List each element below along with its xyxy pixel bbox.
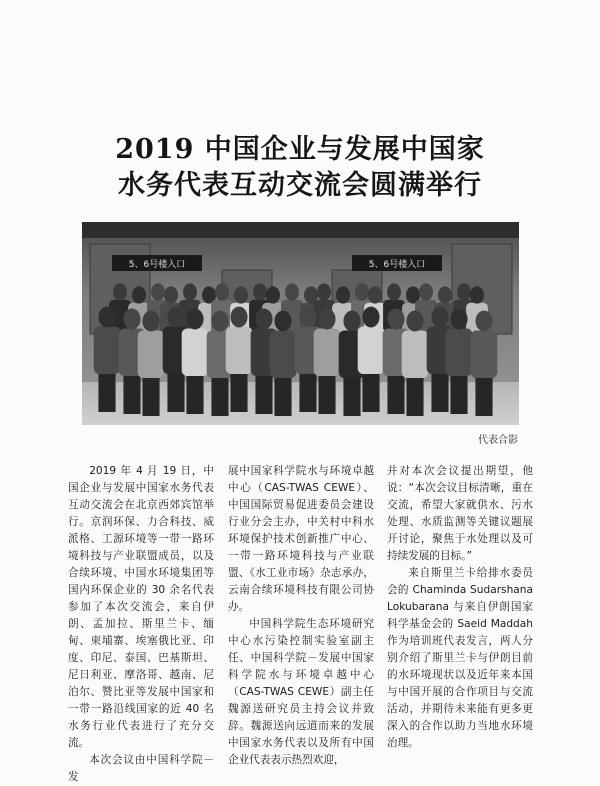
paragraph: 来自斯里兰卡给排水委员会的 Chaminda Sudarshana Lokubarana 与来自伊朗国家科学基金会的 Saeid Maddah 作为培训班代表发言，两人分别介绍了斯里兰卡与伊朗目前的水环境现状以及近年来本国与中国开展的合作项目与交流活动，并期待未来能有更多更深入的合作以助力当地水环境治理。 xyxy=(387,567,533,749)
paragraph: 展中国家科学院水与环境卓越中心（CAS-TWAS CEWE）、中国国际贸易促进委员会建设行业分会主办，中关村中科水环境保护技术创新推广中心、一带一路环境科技与产业联盟、《水工业市场》杂志承办，云南合续环境科技有限公司协办。 xyxy=(228,465,374,613)
paragraph: 中国科学院生态环境研究中心水污染控制实验室副主任、中国科学院－发展中国家科学院水与环境卓越中心（CAS-TWAS CEWE）副主任魏源送研究员主持会议并致辞。魏源送向远道而来的发展中国家水务代表以及所有中国企业代表表示热烈欢迎， xyxy=(228,618,374,766)
article-title xyxy=(0,132,600,204)
group-photo-drawing xyxy=(82,222,519,425)
paragraph: 并对本次会议提出期望，他说：“本次会议目标清晰，重在交流，希望大家就供水、污水处理、水质监测等关键议题展开讨论，聚焦于水处理以及可持续发展的目标。” xyxy=(387,465,533,562)
photo-caption: 代表合影 xyxy=(478,435,518,446)
text-column-3 xyxy=(387,463,533,752)
text-column-2 xyxy=(228,463,374,769)
title-line-2: 水务代表互动交流会圆满举行 xyxy=(118,170,482,201)
paragraph: 2019 年 4 月 19 日，中国企业与发展中国家水务代表互动交流会在北京西郊宾馆举行。京润环保、力合科技、威派格、工源环境等一带一路环境科技与产业联盟成员，以及合续环境、中国水环境集团等国内环保企业的 30 余名代表参加了本次交流会，来自伊朗、孟加拉、斯里兰卡、缅甸、柬埔寨、埃塞俄比亚、印度、印尼、泰国、巴基斯坦、尼日利亚、摩洛哥、越南、尼泊尔、赞比亚等发展中国家和一带一路沿线国家的近 40 名水务行业代表进行了充分交流。 xyxy=(68,465,214,749)
title-line-1: 2019 中国企业与发展中国家 xyxy=(115,134,485,165)
roof-band xyxy=(82,222,519,238)
entrance-sign-right-text: 5、6号楼入口 xyxy=(368,260,426,270)
group-photo xyxy=(82,222,519,425)
entrance-sign-left-text: 5、6号楼入口 xyxy=(128,260,186,270)
text-column-1 xyxy=(68,463,214,786)
paragraph: 本次会议由中国科学院－发 xyxy=(68,754,214,783)
